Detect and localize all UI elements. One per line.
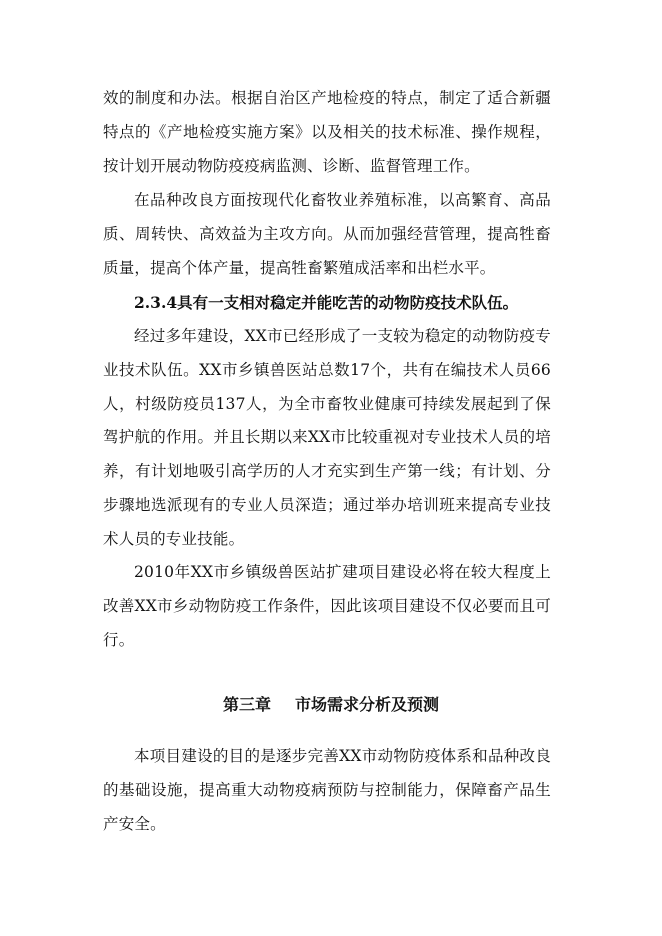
chapter-heading	[0, 688, 662, 722]
paragraph-feasibility: 2010年XX市乡镇级兽医站扩建项目建设必将在较大程度上改善XX市乡动物防疫工作条件，因此该项目建设不仅必要而且可行。	[103, 563, 551, 649]
paragraph-breed-improvement: 在品种改良方面按现代化畜牧业养殖标准，以高繁育、高品质、周转快、高效益为主攻方向。从而加强经营管理，提高牲畜质量，提高个体产量，提高牲畜繁殖成活率和出栏水平。	[103, 191, 551, 277]
paragraph-quarantine: 效的制度和办法。根据自治区产地检疫的特点，制定了适合新疆特点的《产地检疫实施方案》以及相关的技术标准、操作规程，按计划开展动物防疫疫病监测、诊断、监督管理工作。	[103, 89, 551, 175]
chapter-number: 第三章	[222, 695, 271, 714]
paragraph-project-purpose: 本项目建设的目的是逐步完善XX市动物防疫体系和品种改良的基础设施，提高重大动物疫病预防与控制能力，保障畜产品生产安全。	[103, 747, 551, 833]
chapter-title: 市场需求分析及预测	[295, 695, 440, 714]
section-heading-2-3-4: 2.3.4具有一支相对稳定并能吃苦的动物防疫技术队伍。	[134, 293, 519, 312]
paragraph-technical-team: 经过多年建设，XX市已经形成了一支较为稳定的动物防疫专业技术队伍。XX市乡镇兽医站总数17个，共有在编技术人员66人，村级防疫员137人，为全市畜牧业健康可持续发展起到了保驾护航的作用。并且长期以来XX市比较重视对专业技术人员的培养，有计划地吸引高学历的人才充实到生产第一线；有计划、分步骤地选派现有的专业人员深造；通过举办培训班来提高专业技术人员的专业技能。	[103, 327, 551, 548]
